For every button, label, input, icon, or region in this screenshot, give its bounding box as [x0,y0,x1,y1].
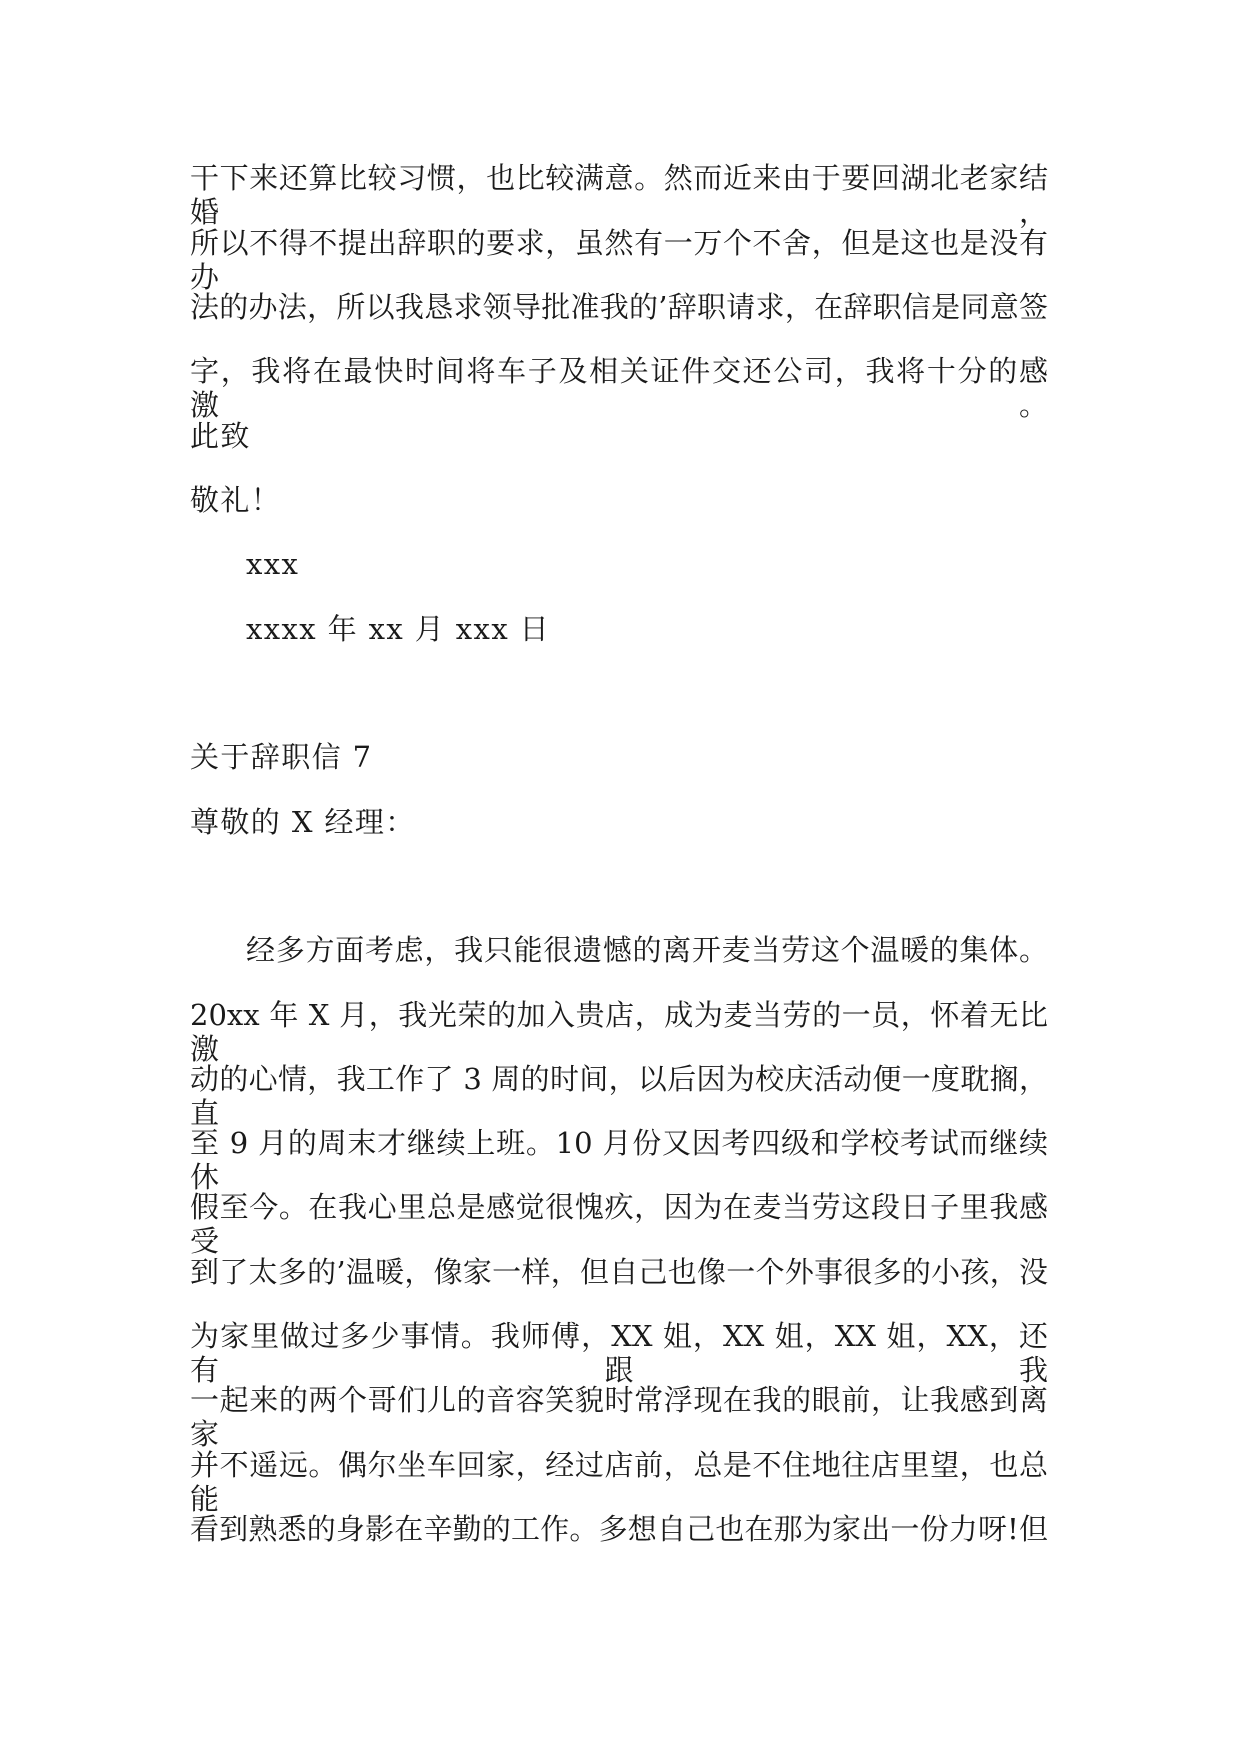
paragraph-line: 看到熟悉的身影在辛勤的工作。多想自己也在那为家出一份力呀!但 [190,1512,1048,1546]
paragraph-line: 为家里做过多少事情。我师傅，XX 姐，XX 姐，XX 姐，XX，还有跟我 [190,1319,1048,1387]
section-title: 关于辞职信 7 [190,740,373,774]
paragraph-line: 到了太多的’温暖，像家一样，但自己也像一个外事很多的小孩，没 [190,1255,1048,1289]
paragraph-line: 动的心情，我工作了 3 周的时间，以后因为校庆活动便一度耽搁，直 [190,1062,1048,1130]
salutation-line: 敬礼！ [190,483,282,517]
signature-date: xxxx 年 xx 月 xxx 日 [246,612,551,646]
paragraph-line: 至 9 月的周末才继续上班。10 月份又因考四级和学校考试而继续休 [190,1126,1048,1194]
paragraph-line: 干下来还算比较习惯，也比较满意。然而近来由于要回湖北老家结婚， [190,161,1048,229]
letter-greeting: 尊敬的 X 经理： [190,805,416,839]
paragraph-line: 一起来的两个哥们儿的音容笑貌时常浮现在我的眼前，让我感到离家 [190,1383,1048,1451]
closing-line: 此致 [190,419,251,453]
paragraph-line: 法的办法，所以我恳求领导批准我的’辞职请求，在辞职信是同意签 [190,290,1048,324]
paragraph-line: 20xx 年 X 月，我光荣的加入贵店，成为麦当劳的一员，怀着无比激 [190,998,1048,1066]
paragraph-line: 字，我将在最快时间将车子及相关证件交还公司，我将十分的感激。 [190,354,1048,422]
paragraph-line: 假至今。在我心里总是感觉很愧疚，因为在麦当劳这段日子里我感受 [190,1190,1048,1258]
paragraph-line: 经多方面考虑，我只能很遗憾的离开麦当劳这个温暖的集体。 [246,933,1048,967]
paragraph-line: 并不遥远。偶尔坐车回家，经过店前，总是不住地往店里望，也总能 [190,1448,1048,1516]
paragraph-line: 所以不得不提出辞职的要求，虽然有一万个不舍，但是这也是没有办 [190,226,1048,294]
signature-name: xxx [246,547,300,581]
